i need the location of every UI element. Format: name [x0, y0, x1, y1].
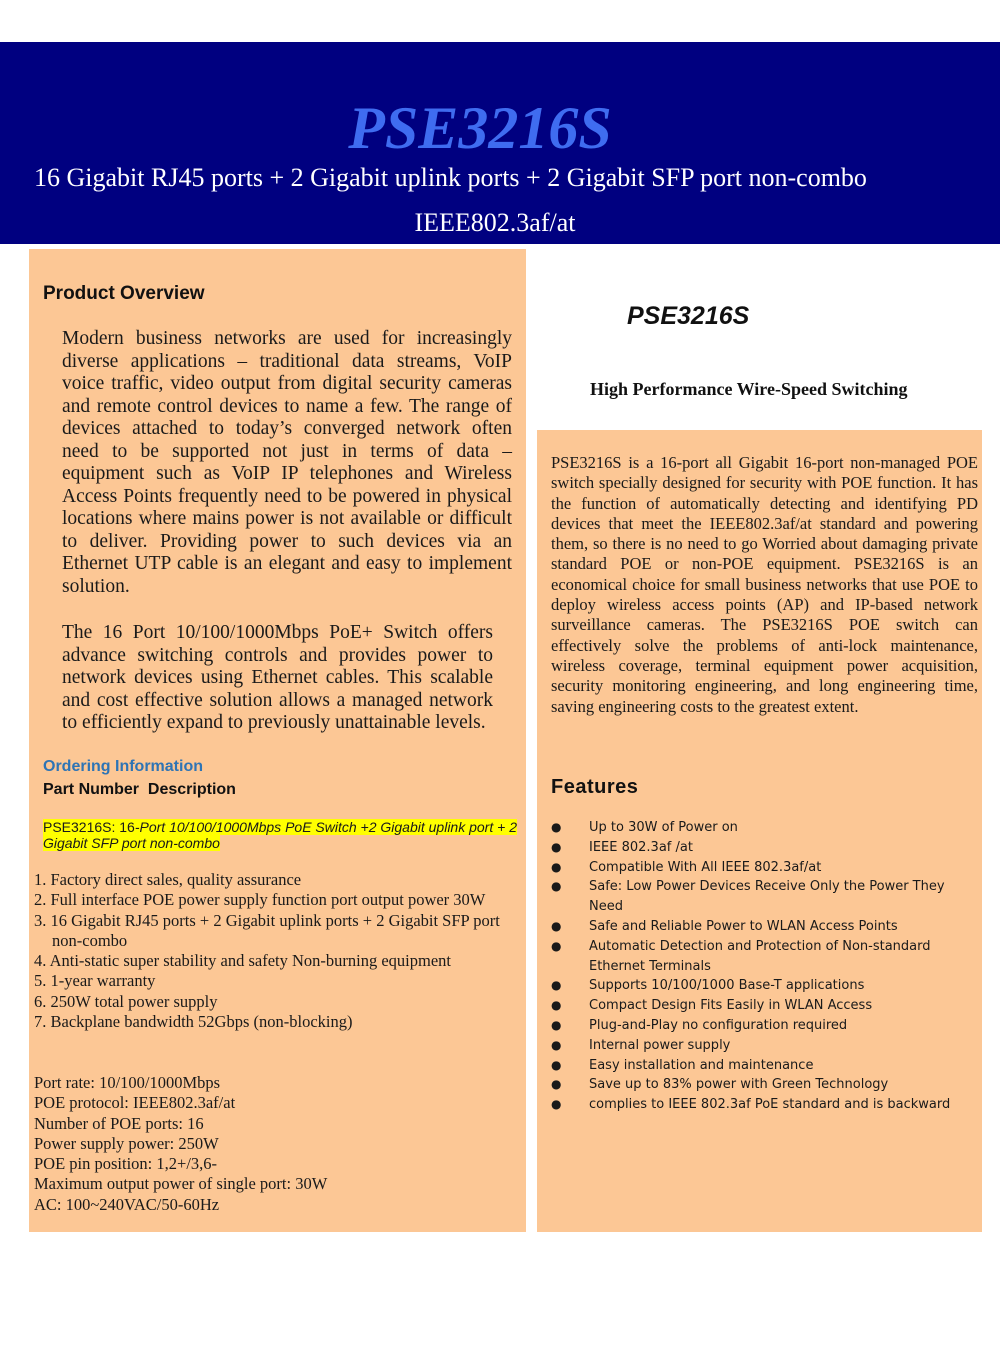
feature-item — [551, 1036, 976, 1056]
feature-item-text: Save up to 83% power with Green Technology — [589, 1077, 889, 1093]
page-standard: IEEE802.3af/at — [414, 208, 576, 237]
bullet-icon: ● — [551, 1077, 562, 1092]
features-list — [551, 818, 976, 1115]
bullet-icon: ● — [551, 859, 562, 874]
feature-item-text: Safe: Low Power Devices Receive Only the Power They Need — [589, 879, 945, 915]
bullet-icon: ● — [551, 998, 562, 1013]
bullet-icon: ● — [551, 1097, 562, 1112]
numbered-feature-list — [34, 870, 514, 1032]
feature-item — [551, 917, 976, 937]
feature-item — [551, 838, 976, 858]
spec-item — [34, 1154, 514, 1174]
spec-item — [34, 1195, 514, 1215]
part-number-line — [43, 819, 517, 851]
feature-item — [551, 858, 976, 878]
bullet-icon: ● — [551, 938, 562, 953]
bullet-icon: ● — [551, 978, 562, 993]
spec-item-text: Port rate: 10/100/1000Mbps — [34, 1073, 221, 1092]
numbered-feature-item-text: 3. 16 Gigabit RJ45 ports + 2 Gigabit uplink ports + 2 Gigabit SFP port non-combo — [34, 910, 500, 950]
numbered-feature-item-text: 6. 250W total power supply — [34, 991, 218, 1011]
spec-item-text: POE protocol: IEEE802.3af/at — [34, 1093, 236, 1113]
ordering-columns: Part Number Description — [43, 781, 236, 798]
spec-item-text: Power supply power: 250W — [34, 1133, 219, 1153]
product-tagline: High Performance Wire-Speed Switching — [590, 379, 908, 399]
page-subtitle: 16 Gigabit RJ45 ports + 2 Gigabit uplink ports + 2 Gigabit SFP port non-combo — [34, 163, 867, 192]
feature-item — [551, 877, 976, 917]
part-description: -Port 10/100/1000Mbps PoE Switch +2 Gigabit uplink port + 2 Gigabit SFP port non-combo — [43, 819, 517, 851]
features-heading: Features — [551, 776, 639, 798]
numbered-feature-item — [34, 992, 514, 1012]
bullet-icon: ● — [551, 918, 562, 933]
spec-item — [34, 1073, 514, 1093]
bullet-icon: ● — [551, 839, 562, 854]
numbered-feature-item — [34, 890, 514, 910]
bullet-icon: ● — [551, 1037, 562, 1052]
feature-item-text: Compatible With All IEEE 802.3af/at — [589, 859, 822, 875]
numbered-feature-item — [34, 911, 514, 952]
feature-item — [551, 1075, 976, 1095]
product-title: PSE3216S — [627, 302, 750, 330]
feature-item-text: Easy installation and maintenance — [589, 1057, 814, 1073]
feature-item — [551, 1095, 976, 1115]
feature-item-text: IEEE 802.3af /at — [589, 839, 693, 855]
feature-item — [551, 996, 976, 1016]
feature-item — [551, 937, 976, 977]
spec-item — [34, 1174, 514, 1194]
spec-item — [34, 1134, 514, 1154]
feature-item-text: Supports 10/100/1000 Base-T applications — [589, 978, 865, 994]
numbered-feature-item — [34, 971, 514, 991]
bullet-icon: ● — [551, 1057, 562, 1072]
numbered-feature-item-text: 2. Full interface POE power supply function port output power 30W — [34, 890, 486, 910]
numbered-feature-item-text: 1. Factory direct sales, quality assurance — [34, 870, 302, 889]
bullet-icon: ● — [551, 820, 562, 834]
feature-item-text: Internal power supply — [589, 1037, 731, 1053]
numbered-feature-item-text: 7. Backplane bandwidth 52Gbps (non-blocking) — [34, 1012, 353, 1032]
spec-item-text: AC: 100~240VAC/50-60Hz — [34, 1194, 220, 1214]
numbered-feature-item — [34, 951, 514, 971]
product-description: PSE3216S is a 16-port all Gigabit 16-port non-managed POE switch specially designed for security with POE function. It has the function of automatically detecting and identifying PD devices that meet the IEEE802.3af/at standard and powering them, so there is no need to go Worried about damaging private standard POE or non-POE equipment. PSE3216S is an economical choice for small business networks that use POE to deploy wireless access points (AP) and IP-based network surveillance cameras. The PSE3216S POE switch can effectively solve the problems of anti-lock maintenance, wireless coverage, terminal equipment power acquisition, security monitoring engineering, and long engineering time, saving engineering costs to the greatest extent. — [551, 453, 978, 716]
feature-item — [551, 1016, 976, 1036]
feature-item — [551, 1056, 976, 1076]
overview-heading: Product Overview — [43, 283, 205, 304]
feature-item-text: complies to IEEE 802.3af PoE standard and is backward — [589, 1097, 951, 1113]
feature-item-text: Up to 30W of Power on — [589, 820, 738, 835]
numbered-feature-item — [34, 1012, 514, 1032]
overview-paragraph-1: Modern business networks are used for increasingly diverse applications – traditional data streams, VoIP voice traffic, video output from digital security cameras and remote control devices to name a few. The range of devices attached to today’s converged network often need to be supported not just in terms of data – equipment such as VoIP IP telephones and Wireless Access Points frequently need to be powered in physical locations where mains power is not available or difficult to deliver. Providing power to such devices via an Ethernet UTP cable is an elegant and easy to implement solution. — [62, 328, 512, 597]
spec-list — [34, 1073, 514, 1215]
spec-item — [34, 1114, 514, 1134]
spec-item-text: Number of POE ports: 16 — [34, 1113, 204, 1133]
numbered-feature-item-text: 4. Anti-static super stability and safety Non-burning equipment — [34, 951, 452, 971]
bullet-icon: ● — [551, 879, 562, 894]
part-number: PSE3216S: 16 — [43, 819, 135, 835]
numbered-feature-item — [34, 870, 514, 890]
feature-item-text: Compact Design Fits Easily in WLAN Access — [589, 998, 873, 1014]
spec-item-text: Maximum output power of single port: 30W — [34, 1174, 328, 1194]
page-title: PSE3216S — [348, 95, 612, 161]
overview-paragraph-2: The 16 Port 10/100/1000Mbps PoE+ Switch offers advance switching controls and provides power to network devices using Ethernet cables. This scalable and cost effective solution allows a managed network to efficiently expand to previously unattainable levels. — [62, 622, 493, 733]
feature-item-text: Safe and Reliable Power to WLAN Access Points — [589, 918, 898, 934]
feature-item-text: Automatic Detection and Protection of Non-standard Ethernet Terminals — [589, 938, 931, 974]
feature-item — [551, 818, 976, 838]
numbered-feature-item-text: 5. 1-year warranty — [34, 971, 156, 991]
ordering-heading: Ordering Information — [43, 758, 203, 775]
bullet-icon: ● — [551, 1017, 562, 1032]
spec-item — [34, 1093, 514, 1113]
spec-item-text: POE pin position: 1,2+/3,6- — [34, 1154, 218, 1174]
feature-item — [551, 976, 976, 996]
feature-item-text: Plug-and-Play no configuration required — [589, 1017, 848, 1033]
